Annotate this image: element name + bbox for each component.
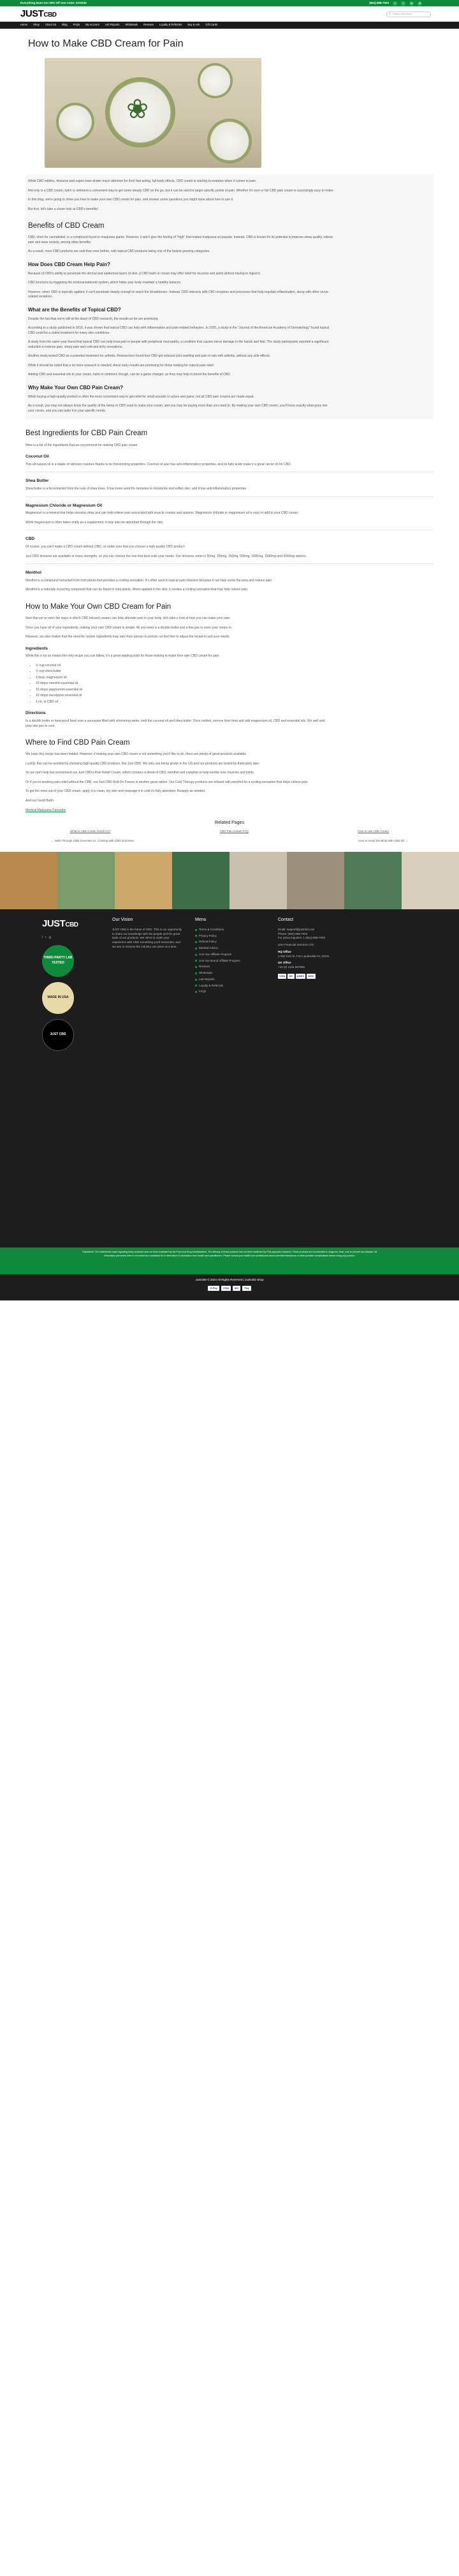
promo-text: Everything Must Go! 30% Off Use Code: SAVE30	[20, 1, 87, 4]
related-heading: Related Pages	[215, 821, 244, 826]
howto-paragraph: Once you have all of your ingredients, making your own CBD cream is simple. All you need is a double boiler and a few jars to store your cream in.	[26, 625, 233, 630]
twitter-icon[interactable]: t	[45, 935, 47, 939]
topical-paragraph: According to a study published in 2016, it was shown that topical CBD can help with inflammation and pain-related behaviors. In 2020, a study in the "Journal of the American Academy of Dermatology" found topical CBD could be a viable treatment for many skin conditions.	[28, 326, 330, 335]
discover-icon: DISC	[308, 974, 314, 978]
payment-cards	[0, 1286, 459, 1291]
uk-phone: +44 (0) 1234 567890	[278, 965, 305, 969]
related-link[interactable]: How to Use CBD Cream	[358, 829, 389, 833]
divider	[26, 496, 433, 497]
intro-paragraph: In this blog, we're going to show you how to make your own CBD cream for pain, and answer some questions you might have about how to use it.	[28, 198, 234, 202]
nav-home[interactable]: Home	[20, 23, 28, 27]
hq-address: 1 NW 21st St, Fort Lauderdale FL 33311	[278, 954, 330, 958]
footer-link[interactable]: Privacy Policy	[195, 934, 265, 939]
related-link[interactable]: What Is CBD Cream Good For?	[70, 829, 111, 833]
site-footer	[0, 909, 459, 1247]
fda-disclaimer: *Disclaimer: The statements made regarding these products have not been evaluated by the Food and Drug Administration. The efficacy of these products has not been confirmed by FDA-approved research. These products are not intended to diagnose, treat, cure or prevent any disease. All information presented here is not meant as a substitute for or alternative to information from health care practitioners. Please consult your health care professional about potential interactions or other possible complications before using any product.	[0, 1247, 459, 1274]
related-row	[70, 830, 389, 834]
nav-blog[interactable]: Blog	[62, 23, 68, 27]
topical-paragraph: Another study tested CBD as a potential treatment for arthritis. Researchers found that CBD gel reduced joint swelling and pain in rats with arthritis, without any side effects.	[28, 354, 271, 359]
list-intro: While this is by no means the only recipe you can follow, it's a great starting point for those looking to make their own CBD cream for pain.	[26, 654, 220, 659]
directions-paragraph: In a double boiler or heat-proof bowl over a saucepan filled with simmering water, melt the coconut oil and shea butter. Once melted, remove from heat and add magnesium oil, CBD and essential oils. Stir well and pour into jars to cool.	[26, 719, 325, 728]
cbd-heading: CBD	[26, 537, 35, 542]
uk-label: UK Office	[278, 961, 291, 965]
related-link[interactable]: CBD Pain Cream FAQ	[220, 829, 249, 833]
topbar	[0, 0, 459, 6]
nav-gift-cards[interactable]: Gift Cards	[205, 23, 218, 27]
nav-account[interactable]: My Account	[85, 23, 99, 27]
nav-lab-reports[interactable]: Lab Reports	[105, 23, 120, 27]
list-item: • 1 mL of CBD oil	[36, 700, 433, 705]
instagram-icon[interactable]: ig	[48, 935, 52, 939]
lab-tested-badge: THIRD-PARTY LAB TESTED	[42, 945, 74, 977]
topical-paragraph: A study from the same year found that topical CBD can help treat pain in people with peripheral neuropathy, a condition that causes nerve damage in the hands and feet. The study participants reported a significant reduction in intense pain, sharp pain and cold and itchy sensations.	[28, 340, 329, 349]
where-heading: Where to Find CBD Pain Cream	[26, 739, 130, 747]
amex-icon: AMEX	[296, 974, 305, 978]
mastercard-icon: MC	[289, 974, 293, 978]
footer-contact	[278, 917, 348, 1247]
gpay-icon: G Pay	[208, 1286, 219, 1291]
where-paragraph: Luckily, this can be avoided by choosing high-quality CBD products, like Just CBD. We only use hemp grown in the US and our products are tested by third-party labs.	[26, 761, 260, 766]
list-item: • ¼ cup shea butter	[36, 669, 433, 674]
nav-loyalty[interactable]: Loyalty & Referrals	[159, 23, 182, 27]
whymake-heading: Why Make Your Own CBD Pain Cream?	[28, 384, 124, 391]
footer-link[interactable]: Refund Policy	[195, 940, 265, 944]
howto-paragraph: Now that we've seen the ways in which CBD infused creams can help alleviate pain in your body, let's take a look at how you can make your own.	[26, 616, 231, 620]
nav-buy-ask[interactable]: Buy & Ask	[187, 23, 200, 27]
youtube-icon[interactable]: yt	[418, 1, 421, 4]
contact-line[interactable]: Email: support@justcbd.com	[278, 927, 315, 931]
where-paragraph: And our Good Balm.	[26, 798, 55, 803]
post-navigation	[51, 839, 408, 844]
magnesium-paragraph: Magnesium is a mineral that helps muscles relax and can help relieve pain associated with muscle cramps and spasms. Magnesium chloride or magnesium oil is easy to add to your CBD cream.	[26, 511, 299, 516]
footer-link[interactable]: Loyalty & Referrals	[195, 984, 265, 988]
contact-line: For press inquiries: 1 (954) 888-7003	[278, 936, 326, 940]
copyright-bar	[0, 1274, 459, 1300]
menthol-heading: Menthol	[26, 570, 41, 575]
footer-link[interactable]: Medical Advice	[195, 946, 265, 951]
footer-link[interactable]: Join Our Affiliate Program	[195, 953, 265, 957]
magnesium-heading: Magnesium Chloride or Magnesium Oil	[26, 503, 103, 508]
menu-heading: Menu	[195, 918, 207, 923]
directions-heading: Directions	[26, 711, 46, 716]
help-heading: How Does CBD Cream Help Pain?	[28, 261, 110, 267]
help-paragraph: CBD functions by triggering the endocannabinoid system, which helps your body maintain a healthy balance.	[28, 281, 182, 285]
topbar-right	[369, 1, 422, 6]
prev-post-link[interactable]: ← Walk Through CBD Gummies vs. Cooking with CBD Gummies	[51, 838, 135, 842]
about-text: JUST CBD is the future of CBD. This is our opportunity to share our knowledge with the people and the great taste of our products. We strive to make your experience with CBD something you'll remember, and we aim to reinvent the industry one piece at a time.	[112, 927, 182, 948]
footer-link[interactable]: Wholesale	[195, 971, 265, 976]
contact-line: USA Financial Services LTD	[278, 943, 314, 946]
whymake-paragraph: As a result, you may not always know the quality of the hemp or CBD used to make your cream, and you may be paying more than you need to. By making your own CBD cream, you'll know exactly what goes into your cream, and you can tailor it to your specific needs.	[28, 404, 328, 413]
mastercard-icon: MC	[233, 1286, 240, 1291]
topical-paragraph: While it should be noted that a lot more research is needed, these early results are promising for those looking for natural pain relief.	[28, 363, 215, 368]
divider	[26, 563, 433, 564]
ingredients-intro: Here is a list of the ingredients that we recommend for making CBD pain cream.	[26, 443, 138, 447]
search-icon: ⚲	[389, 12, 391, 15]
shea-paragraph: Shea butter is a fat extracted from the nuts of shea trees. It has been used for centuries to moisturize and soften skin, and it has anti-inflammatory properties.	[26, 487, 247, 491]
nav-about[interactable]: About Us	[45, 23, 57, 27]
list-item: • 2 tbsp. magnesium oil	[36, 676, 433, 681]
magnesium-paragraph: While magnesium is often taken orally as a supplement, it may also be absorbed through the skin.	[26, 520, 164, 525]
ingredients-heading: Best Ingredients for CBD Pain Cream	[26, 429, 148, 438]
nav-reviews[interactable]: Reviews	[143, 23, 154, 27]
list-item: • ½ cup coconut oil	[36, 664, 433, 669]
howto-paragraph: However, we also realize that the need for certain ingredients may vary from person to person, so feel free to adjust the recipe to suit your needs.	[26, 635, 230, 639]
source-link[interactable]: Medical Marijuana Cannabis	[26, 808, 66, 813]
benefits-paragraph: As a result, more CBD products are sold than ever before, with topical CBD products being one of the fastest growing categories.	[28, 249, 210, 254]
facebook-icon[interactable]: f	[42, 935, 43, 939]
main-nav	[0, 22, 459, 29]
facebook-icon[interactable]: f	[393, 1, 397, 6]
list-heading: Ingredients	[26, 646, 48, 651]
howto-heading: How to Make Your Own CBD Cream for Pain	[26, 602, 171, 611]
menthol-paragraph: Menthol is a naturally occurring compound that can be found in mint plants. When applied to the skin, it creates a cooling sensation that may help relieve pain.	[26, 588, 249, 592]
search-input[interactable]: Search products...	[392, 12, 414, 15]
footer-about	[112, 917, 182, 1247]
article-body	[26, 174, 433, 419]
topical-paragraph: Adding CBD and essential oils to your cream, balm or ointment, though, can be a game changer, as they may help to boost the benefits of CBD.	[28, 373, 231, 377]
next-post-link[interactable]: How to Avoid the Bloat with CBD Oil →	[358, 838, 408, 842]
just-cbd-badge: JUST CBD	[42, 1019, 74, 1051]
nav-shop[interactable]: Shop	[33, 23, 40, 27]
help-paragraph: Because of CBD's ability to penetrate the dermal and epidermal layers of skin, a CBD balm or cream may offer relief for muscles and joints without having to ingest it.	[28, 271, 261, 276]
hero-image: ❀	[45, 58, 261, 168]
page-title: How to Make CBD Cream for Pain	[28, 38, 184, 49]
coconut-heading: Coconut Oil	[26, 454, 49, 459]
footer-link[interactable]: Terms & Conditions	[195, 928, 265, 932]
menthol-paragraph: Menthol is a compound extracted from mint plants that provides a cooling sensation. It's often used in topical pain relievers because it can help numb the area and reduce pain.	[26, 578, 273, 583]
visa-icon: VISA	[279, 974, 286, 978]
where-paragraph: So we can't help but recommend our Just CBD's Pain Relief Cream, which contains a blend of CBD, menthol and camphor to help soothe sore muscles and joints.	[26, 771, 255, 775]
search-box[interactable]	[386, 11, 431, 17]
product-gallery	[0, 852, 459, 909]
logo[interactable]: JUSTCBD	[20, 8, 57, 19]
intro-paragraph: But first, let's take a closer look at CBD's benefits!	[28, 207, 99, 211]
where-paragraph: To get the most out of your CBD cream, apply it to clean, dry skin and massage it in until it's fully absorbed. Reapply as needed.	[26, 789, 206, 794]
shea-heading: Shea Butter	[26, 479, 49, 484]
topical-paragraph: Despite the fact that we're still at the dawn of CBD research, the results so far are promising.	[28, 316, 159, 321]
payment-icons	[278, 974, 348, 979]
where-paragraph: We hope this recipe has been helpful. However, if making your own CBD cream is not something you'd like to do, there are plenty of great products available.	[26, 752, 247, 757]
intro-paragraph: Not only is a CBD cream, balm or ointment a convenient way to get some steady CBD on the go, but it can be used to target specific points of pain. Whether it's sore or full CBD pain cream is surprisingly easy to make.	[28, 188, 334, 193]
nav-faqs[interactable]: FAQs	[73, 23, 80, 27]
hq-label: HQ Office	[278, 949, 291, 953]
help-paragraph: However, when CBD is topically applied, it can't penetrate deeply enough to reach the bloodstream. Instead, CBD interacts with CB2 receptors and processes that help regulate inflammation, along with other nerve-related receptors.	[28, 290, 330, 299]
instagram-icon[interactable]: ig	[410, 1, 413, 4]
site-header	[0, 6, 459, 22]
coconut-paragraph: This all-natural oil is a staple of skincare routines thanks to its moisturizing properties. Coconut oil also has anti-inflammatory properties, and its fatty acids make it a great carrier oil for CBD.	[26, 462, 292, 466]
applepay-icon: Pay	[242, 1286, 251, 1291]
footer-link[interactable]: Lab Reports	[195, 978, 265, 982]
footer-link[interactable]: Reviews	[195, 965, 265, 969]
about-heading: Our Vision	[112, 918, 133, 923]
footer-link[interactable]: FAQs	[195, 990, 265, 994]
list-item: • 10 drops menthol essential oil	[36, 681, 433, 687]
where-paragraph: Or if you're seeking pain relief without the CBD, our Just CBD Roll-On Freeze is another great option. Our Cold Therapy products are infused with menthol for a cooling sensation that helps relieve pain.	[26, 780, 309, 784]
contact-line[interactable]: Phone: (954) 888-7003	[278, 932, 308, 935]
footer-menu	[195, 917, 265, 1247]
ingredients-list	[36, 664, 433, 705]
whymake-paragraph: While buying a high-quality product is often the most convenient way to get relief for small wounds or aches and pains, not all CBD pain creams are made equal.	[28, 394, 254, 399]
footer-logo[interactable]: JUSTCBD	[42, 918, 78, 930]
intro-paragraph: While CBD edibles, tinctures and vapes have drawn much attention for their fast-acting, full-body effects, CBD cream is starting to examine when it comes to pain.	[28, 179, 257, 183]
visa-icon: VISA	[221, 1286, 231, 1291]
footer-brand	[42, 917, 99, 1247]
twitter-icon[interactable]: t	[401, 1, 405, 6]
copyright-text: JustCBD © 2024 All Rights Reserved | JustCBD Shop	[195, 1278, 264, 1282]
related-pages	[70, 820, 389, 833]
benefits-paragraph: CBD, short for cannabidiol, is a compound found in marijuana plants. However, it won't give the feeling of "high" that makes marijuana so popular. Instead, CBD is known for its potential to improve sleep quality, relieve pain and ease anxiety, among other benefits.	[28, 235, 333, 244]
benefits-heading: Benefits of CBD Cream	[28, 222, 105, 230]
footer-link[interactable]: Join Our Brand Affiliate Program	[195, 959, 265, 964]
cbd-paragraph: Just CBD tinctures are available in many strengths, so you can choose the one that best suits your needs. Our tinctures come in 50mg, 100mg, 250mg, 500mg, 1000mg, 1500mg and 3000mg options.	[26, 554, 307, 558]
contact-heading: Contact	[278, 918, 294, 923]
list-item: • 10 drops eucalyptus essential oil	[36, 694, 433, 699]
topical-heading: What are the Benefits of Topical CBD?	[28, 306, 121, 313]
cbd-paragraph: Of course, you can't make a CBD cream without CBD, so make sure that you choose a high-quality CBD product.	[26, 545, 186, 549]
made-in-usa-badge: MADE IN USA	[42, 982, 74, 1014]
phone-link[interactable]: (954) 888-7003	[369, 1, 389, 4]
nav-wholesale[interactable]: Wholesale	[125, 23, 138, 27]
list-item: • 10 drops peppermint essential oil	[36, 688, 433, 693]
article	[26, 29, 433, 843]
